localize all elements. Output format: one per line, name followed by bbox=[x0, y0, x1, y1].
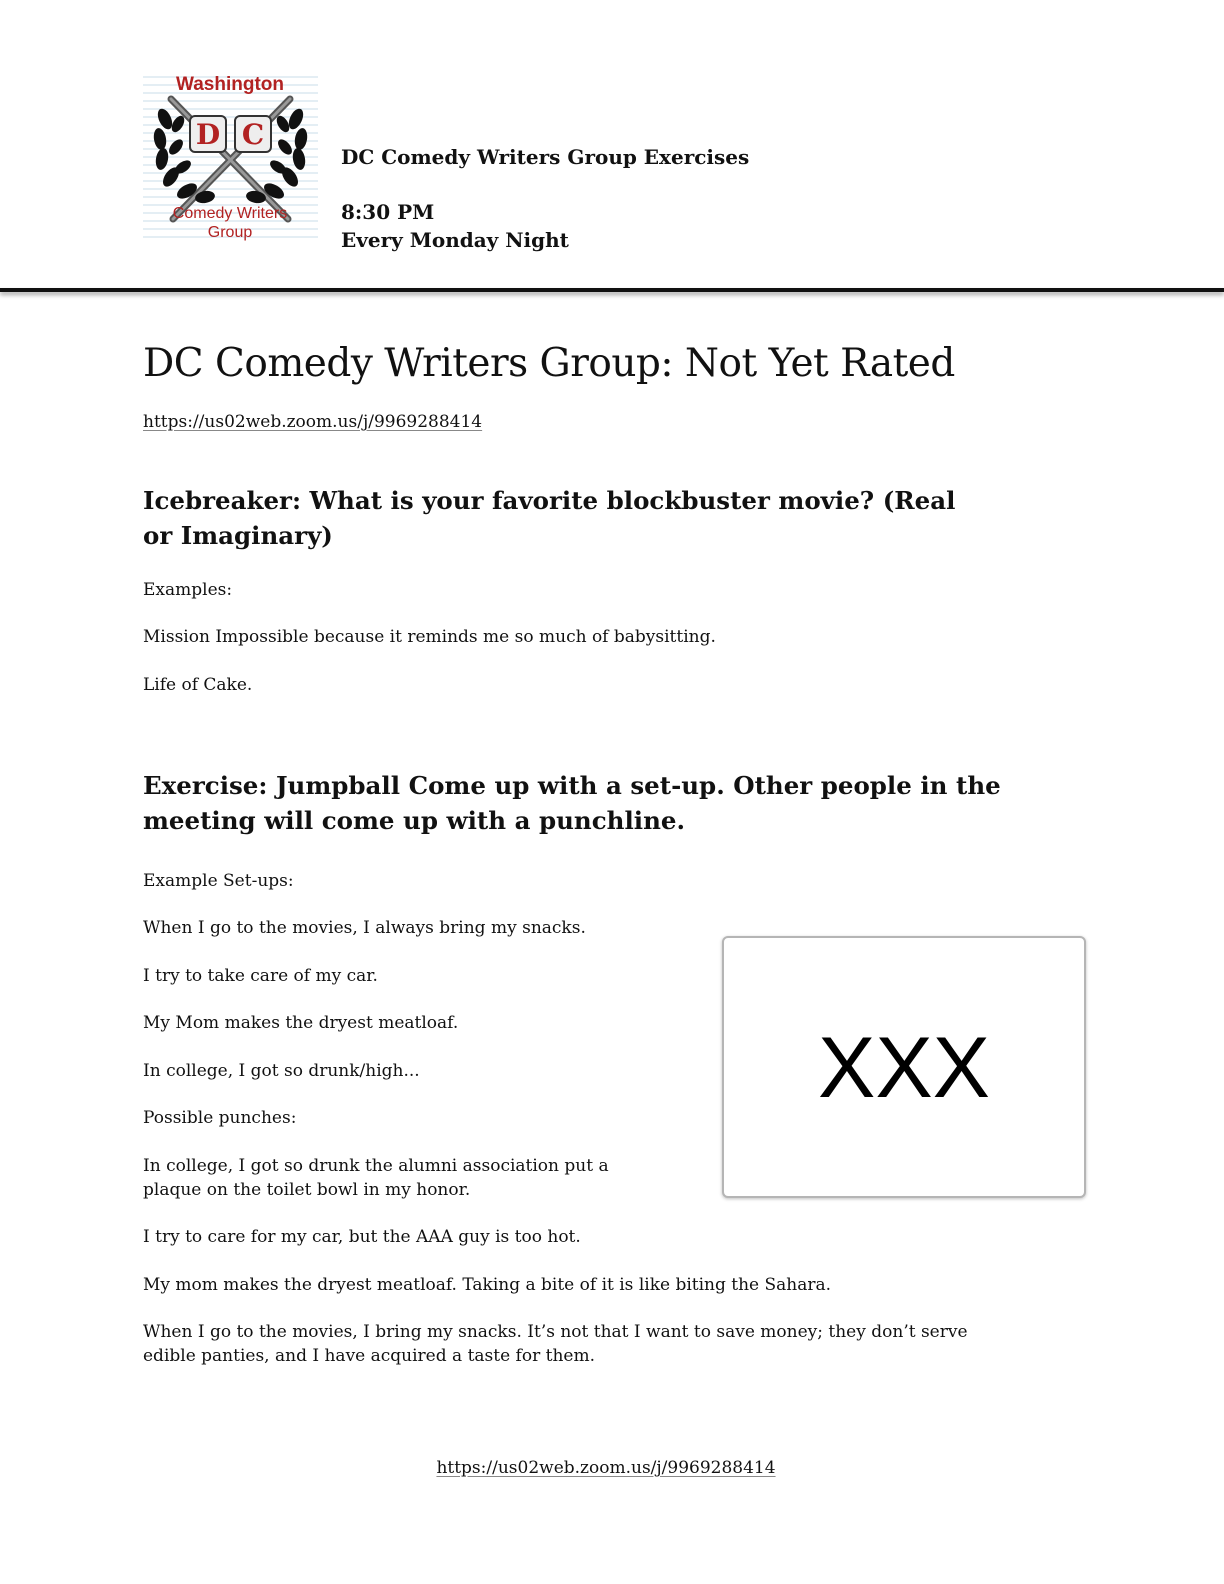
logo-letter-d: D bbox=[195, 118, 221, 151]
example-item: Mission Impossible because it reminds me so much of babysitting. bbox=[143, 627, 716, 647]
footer-zoom-link[interactable]: https://us02web.zoom.us/j/9969288414 bbox=[436, 1458, 776, 1478]
icebreaker-heading-line1: Icebreaker: What is your favorite blockbuster movie? (Real bbox=[143, 486, 956, 515]
logo-top-text: Washington bbox=[176, 74, 284, 95]
punch-line: In college, I got so drunk the alumni association put a bbox=[143, 1156, 609, 1176]
icebreaker-heading bbox=[143, 483, 1063, 553]
setup-item: I try to take care of my car. bbox=[143, 966, 378, 986]
exercise-heading bbox=[143, 768, 1063, 838]
logo-bottom-text-1: Comedy Writers bbox=[172, 205, 288, 222]
examples-label: Examples: bbox=[143, 580, 233, 600]
logo-bottom-text-2: Group bbox=[207, 224, 253, 241]
meeting-schedule: Every Monday Night bbox=[341, 228, 569, 252]
logo-letter-c: C bbox=[241, 118, 265, 151]
header-info bbox=[341, 143, 749, 254]
punch-line: edible panties, and I have acquired a taste for them. bbox=[143, 1346, 595, 1366]
placeholder-image-box bbox=[722, 936, 1086, 1198]
placeholder-image-text: XXX bbox=[817, 1020, 991, 1116]
meeting-time: 8:30 PM bbox=[341, 200, 435, 224]
header-divider bbox=[0, 288, 1224, 292]
punch-item: I try to care for my car, but the AAA guy is too hot. bbox=[143, 1227, 581, 1247]
page-header bbox=[0, 0, 1224, 292]
exercise-heading-line2: meeting will come up with a punchline. bbox=[143, 806, 686, 835]
zoom-link[interactable]: https://us02web.zoom.us/j/9969288414 bbox=[143, 412, 483, 432]
icebreaker-heading-line2: or Imaginary) bbox=[143, 521, 333, 550]
punch-item bbox=[143, 1154, 609, 1202]
header-title: DC Comedy Writers Group Exercises bbox=[341, 145, 750, 169]
setups-label: Example Set-ups: bbox=[143, 871, 294, 891]
punches-label: Possible punches: bbox=[143, 1108, 297, 1128]
example-item: Life of Cake. bbox=[143, 675, 253, 695]
page-footer bbox=[0, 1458, 1212, 1478]
setup-item: In college, I got so drunk/high... bbox=[143, 1061, 420, 1081]
punch-item bbox=[143, 1320, 968, 1368]
punch-item: My mom makes the dryest meatloaf. Taking a bite of it is like biting the Sahara. bbox=[143, 1275, 832, 1295]
page-title: DC Comedy Writers Group: Not Yet Rated bbox=[143, 341, 955, 386]
setup-item: When I go to the movies, I always bring my snacks. bbox=[143, 918, 586, 938]
punch-line: When I go to the movies, I bring my snacks. It’s not that I want to save money; they don’t serve bbox=[143, 1322, 968, 1342]
setup-item: My Mom makes the dryest meatloaf. bbox=[143, 1013, 459, 1033]
punch-line: plaque on the toilet bowl in my honor. bbox=[143, 1180, 471, 1200]
exercise-heading-line1: Exercise: Jumpball Come up with a set-up. Other people in the bbox=[143, 771, 1001, 800]
dc-comedy-writers-logo bbox=[143, 69, 318, 244]
